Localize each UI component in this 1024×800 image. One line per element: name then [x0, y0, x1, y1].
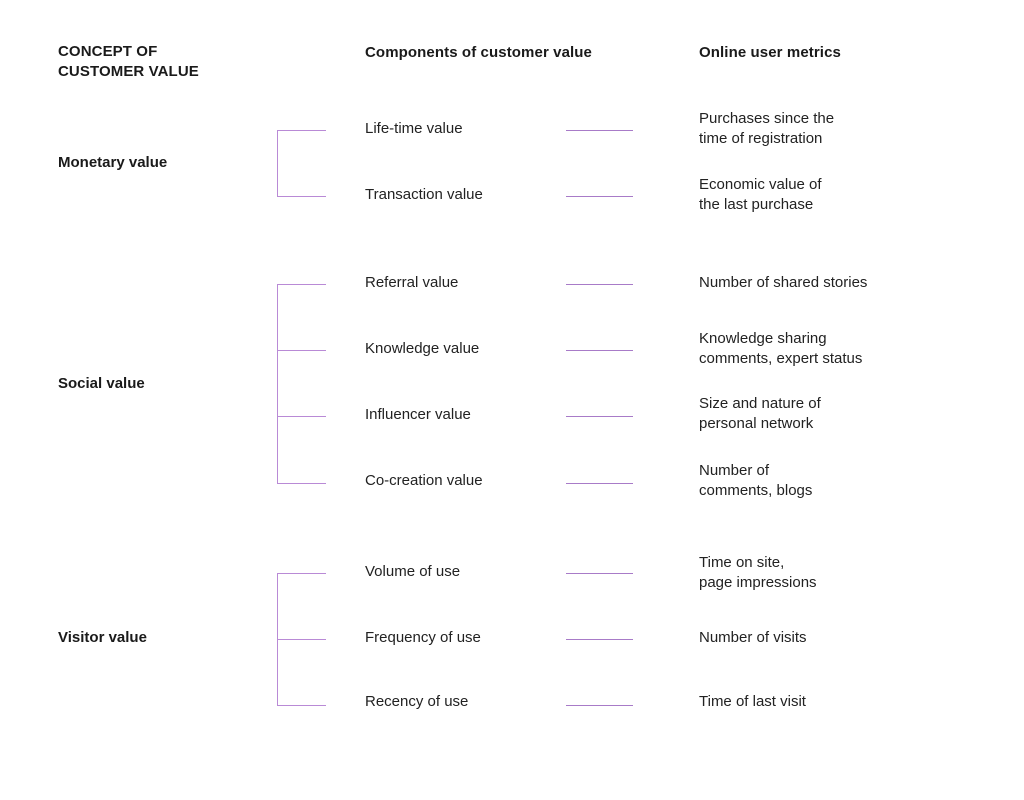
concept-label-monetary: Monetary value	[58, 154, 168, 171]
metric-line: Knowledge sharing	[699, 330, 827, 347]
connector-line	[566, 350, 633, 351]
metric-line: page impressions	[699, 574, 817, 591]
metric-line: comments, blogs	[699, 482, 813, 499]
concept-label-visitor: Visitor value	[58, 629, 147, 646]
metric-line: personal network	[699, 415, 814, 432]
component-transaction-value: Transaction value	[365, 186, 483, 203]
bracket-tick	[277, 705, 326, 706]
connector-line	[566, 573, 633, 574]
concept-column-header	[58, 42, 258, 82]
components-column-header: Components of customer value	[365, 44, 593, 61]
component-frequency-of-use: Frequency of use	[365, 629, 481, 646]
metric-number-of-comments-blogs	[699, 461, 999, 501]
bracket-line-social	[277, 284, 278, 484]
bracket-tick	[277, 196, 326, 197]
bracket-tick	[277, 639, 326, 640]
metric-number-of-shared-stories	[699, 273, 999, 293]
bracket-tick	[277, 483, 326, 484]
component-recency-of-use: Recency of use	[365, 693, 469, 710]
component-referral-value: Referral value	[365, 274, 459, 291]
metric-economic-value-last-purchase	[699, 175, 999, 215]
metric-line: comments, expert status	[699, 350, 863, 367]
component-influencer-value: Influencer value	[365, 406, 471, 423]
metric-line: Purchases since the	[699, 110, 835, 127]
metric-purchases-since-registration	[699, 109, 999, 149]
bracket-line-monetary	[277, 130, 278, 197]
metric-knowledge-sharing	[699, 329, 999, 369]
concept-label-social: Social value	[58, 375, 145, 392]
metric-line: Size and nature of	[699, 395, 821, 412]
component-knowledge-value: Knowledge value	[365, 340, 480, 357]
connector-line	[566, 483, 633, 484]
metric-line: the last purchase	[699, 196, 814, 213]
metric-line: Number of	[699, 462, 770, 479]
connector-line	[566, 284, 633, 285]
metrics-column-header: Online user metrics	[699, 44, 841, 61]
metric-line: time of registration	[699, 130, 823, 147]
connector-line	[566, 639, 633, 640]
metric-time-of-last-visit	[699, 692, 999, 712]
component-volume-of-use: Volume of use	[365, 563, 461, 580]
component-life-time-value: Life-time value	[365, 120, 463, 137]
concept-header-line-2: CUSTOMER VALUE	[58, 63, 199, 80]
bracket-tick	[277, 416, 326, 417]
metric-number-of-visits	[699, 628, 999, 648]
concept-header-line-1: CONCEPT OF	[58, 43, 158, 60]
connector-line	[566, 130, 633, 131]
metric-time-on-site	[699, 553, 999, 593]
metric-line: Time on site,	[699, 554, 785, 571]
bracket-tick	[277, 284, 326, 285]
metric-line: Time of last visit	[699, 693, 806, 710]
connector-line	[566, 416, 633, 417]
metric-line: Number of shared stories	[699, 274, 868, 291]
connector-line	[566, 705, 633, 706]
metric-line: Number of visits	[699, 629, 807, 646]
bracket-tick	[277, 130, 326, 131]
bracket-tick	[277, 573, 326, 574]
metric-size-nature-network	[699, 394, 999, 434]
metric-line: Economic value of	[699, 176, 822, 193]
connector-line	[566, 196, 633, 197]
bracket-tick	[277, 350, 326, 351]
component-co-creation-value: Co-creation value	[365, 472, 483, 489]
